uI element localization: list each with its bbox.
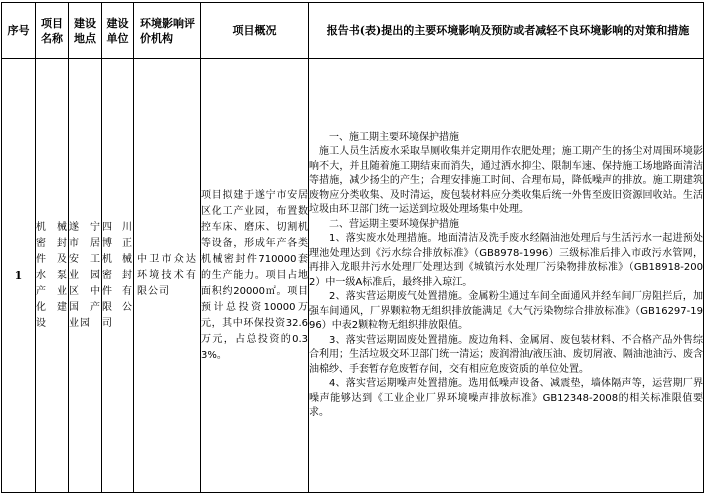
header-location: 建设地点 [69, 3, 102, 59]
row-overview: 项目拟建于遂宁市安居区化工产业园，布置数控车床、磨床、切割机等设备，形成年产各类机械密封件710000套的生产能力。项目占地面积约20000㎡。项目预计总投资10000万元，其中环保投资32.6万元，占总投资的0.33%。 [201, 59, 309, 493]
header-overview: 项目概况 [201, 3, 309, 59]
row-project-name: 机械密封件及水泵产业化建设 [36, 59, 69, 493]
header-agency: 环境影响评价机构 [134, 3, 201, 59]
measures-paragraph: 1、落实废水处理措施。地面清洁及洗手废水经隔油池处理后与生活污水一起进预处理池处理达到《污水综合排放标准》（GB8978-1996）三级标准后排入市政污水管网，再排入龙眼井污水处理厂处理达到《城镇污水处理厂污染物排放标准》（GB18918-2002）中一级A标准后，最终排入琼江。 [309, 233, 703, 288]
measures-paragraph: 二、营运期主要环境保护措施 [329, 218, 459, 230]
measures-paragraph: 4、落实营运期噪声处置措施。选用低噪声设备、减震垫，墙体隔声等，运营期厂界噪声能够达到《工业企业厂界环境噪声排放标准》GB12348-2008的相关标准限值要求。 [309, 378, 703, 418]
row-no: 1 [2, 59, 36, 493]
row-agency: 中卫市众达环境技术有限公司 [134, 59, 201, 493]
measures-paragraph: 3、落实营运期固废处置措施。废边角料、金属屑、废包装材料、不合格产品外售综合利用；生活垃圾交环卫部门统一清运；废润滑油/液压油、废切屑液、隔油池油污、废含油棉纱、手套暂存危废暂存间，交有相应危废资质的单位处置。 [309, 334, 703, 375]
measures-paragraph: 施工人员生活废水采取旱厕收集并定期用作农肥处理；施工期产生的扬尘对周围环境影响不大，并且随着施工期结束而消失，通过洒水抑尘、限制车速、保持施工场地路面清洁等措施，减少扬尘的产生；合理安排施工时间、合理布局，降低噪声的排放。施工期建筑废物应分类收集、及时清运，废包装材料应分类收集后统一外售至废旧资源回收站。生活垃圾由环卫部门统一运送到垃圾处理场集中处理。 [309, 146, 703, 215]
header-project-name: 项目名称 [36, 3, 69, 59]
measures-paragraph: 一、施工期主要环境保护措施 [329, 131, 459, 143]
table-row [2, 59, 704, 493]
header-no: 序号 [2, 3, 36, 59]
row-measures [309, 59, 704, 493]
row-location: 遂宁市居安工业园区中国产业园 [69, 59, 102, 493]
eia-table [1, 2, 704, 493]
table-header-row [2, 3, 704, 59]
header-measures: 报告书(表)提出的主要环境影响及预防或者减轻不良环境影响的对策和措施 [309, 3, 704, 59]
header-unit: 建设单位 [102, 3, 134, 59]
row-unit: 四川博正机械密封件有限公司 [102, 59, 134, 493]
measures-paragraph: 2、落实营运期废气处置措施。金属粉尘通过车间全面通风并经车间厂房阻拦后，加强车间通风，厂界颗粒物无组织排放能满足《大气污染物综合排放标准》（GB16297-1996）中表2颗粒物无组织排放限值。 [309, 291, 703, 331]
